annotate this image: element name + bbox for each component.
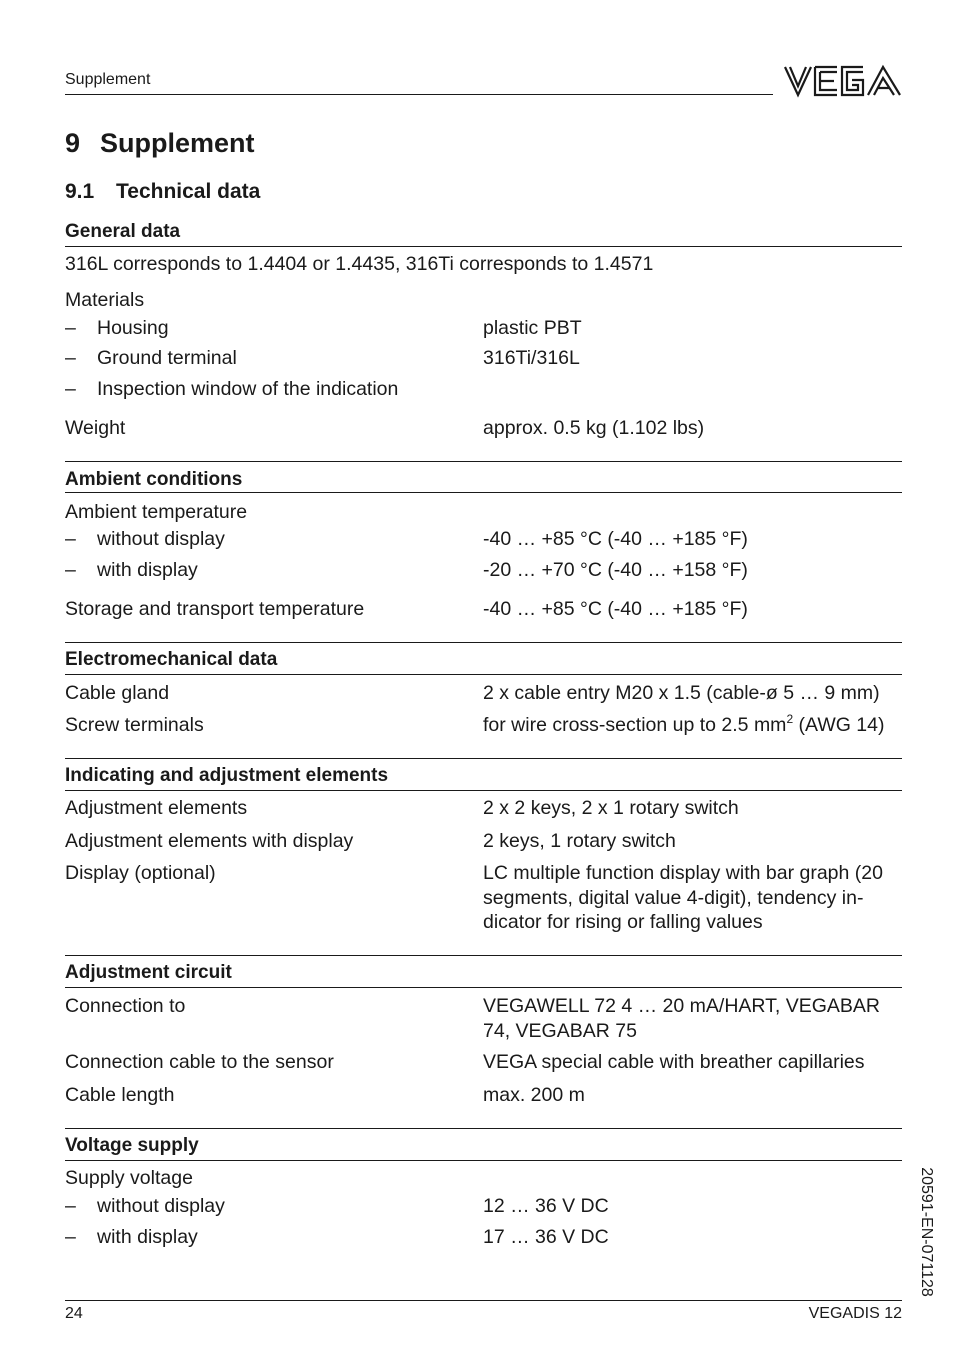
page-number: 24 — [65, 1305, 83, 1322]
voltage-with-display-value: 17 … 36 V DC — [483, 1226, 609, 1248]
weight-label: Weight — [65, 417, 126, 439]
ambient-with-display-value: -20 … +70 °C (-40 … +158 °F) — [483, 559, 748, 581]
section-rule — [65, 246, 902, 247]
ground-terminal-label: Ground terminal — [97, 347, 237, 369]
inspection-window-label: Inspection window of the indication — [97, 378, 399, 400]
general-data-title: General data — [65, 221, 181, 242]
vega-logo — [784, 64, 902, 103]
weight-value: approx. 0.5 kg (1.102 lbs) — [483, 417, 705, 439]
footer-rule — [65, 1300, 902, 1301]
screw-terminals-value-text: for wire cross-section up to 2.5 mm — [483, 714, 787, 736]
adjustment-circuit-title: Adjustment circuit — [65, 962, 232, 983]
adjustment-elements-value: 2 x 2 keys, 2 x 1 rotary switch — [483, 797, 739, 819]
superscript-2: 2 — [786, 712, 794, 726]
ambient-with-display-label: with display — [97, 559, 198, 581]
screw-terminals-value — [483, 713, 885, 738]
voltage-without-display-value: 12 … 36 V DC — [483, 1195, 609, 1217]
display-optional-label: Display (optional) — [65, 862, 216, 884]
header-rule — [65, 94, 773, 95]
section-rule — [65, 987, 902, 988]
housing-label: Housing — [97, 317, 169, 339]
section-rule — [65, 1160, 902, 1161]
cable-gland-value: 2 x cable entry M20 x 1.5 (cable-ø 5 … 9 mm) — [483, 682, 880, 704]
running-header: Supplement — [65, 71, 151, 88]
list-dash: – — [65, 347, 76, 369]
ambient-without-display-label: without display — [97, 528, 225, 550]
list-dash: – — [65, 528, 76, 550]
adjustment-with-display-value: 2 keys, 1 rotary switch — [483, 830, 676, 852]
list-dash: – — [65, 1195, 76, 1217]
indicating-title: Indicating and adjustment elements — [65, 765, 389, 786]
section-rule — [65, 461, 902, 462]
section-number: 9.1 — [65, 180, 95, 203]
list-dash: – — [65, 317, 76, 339]
voltage-supply-title: Voltage supply — [65, 1135, 199, 1156]
materials-label: Materials — [65, 289, 145, 311]
list-dash: – — [65, 1226, 76, 1248]
ambient-conditions-title: Ambient conditions — [65, 469, 243, 490]
section-heading — [65, 180, 260, 204]
ground-terminal-value: 316Ti/316L — [483, 347, 580, 369]
connection-cable-value: VEGA special cable with breather capillaries — [483, 1051, 865, 1073]
section-rule — [65, 1128, 902, 1129]
ambient-without-display-value: -40 … +85 °C (-40 … +185 °F) — [483, 528, 748, 550]
voltage-without-display-label: without display — [97, 1195, 225, 1217]
ambient-temperature-label: Ambient temperature — [65, 501, 248, 523]
screw-terminals-value-awg: (AWG 14) — [793, 714, 885, 736]
adjustment-with-display-label: Adjustment elements with display — [65, 830, 354, 852]
section-rule — [65, 790, 902, 791]
voltage-with-display-label: with display — [97, 1226, 198, 1248]
storage-temperature-label: Storage and transport temperature — [65, 598, 365, 620]
vega-logo-mark — [784, 64, 902, 98]
section-rule — [65, 674, 902, 675]
product-name: VEGADIS 12 — [808, 1305, 902, 1322]
display-optional-value: LC multiple function display with bar graph (20 segments, digital value 4-digit), tendency in-dicator for rising or falling values — [483, 862, 883, 933]
storage-temperature-value: -40 … +85 °C (-40 … +185 °F) — [483, 598, 748, 620]
screw-terminals-label: Screw terminals — [65, 714, 204, 736]
section-title: Technical data — [116, 180, 261, 203]
connection-to-label: Connection to — [65, 995, 186, 1017]
section-rule — [65, 642, 902, 643]
connection-cable-label: Connection cable to the sensor — [65, 1051, 334, 1073]
cable-length-value: max. 200 m — [483, 1084, 585, 1106]
cable-length-label: Cable length — [65, 1084, 175, 1106]
materials-note: 316L corresponds to 1.4404 or 1.4435, 316Ti corresponds to 1.4571 — [65, 253, 654, 275]
cable-gland-label: Cable gland — [65, 682, 170, 704]
chapter-number: 9 — [65, 128, 81, 158]
electromechanical-title: Electromechanical data — [65, 649, 278, 670]
section-rule — [65, 758, 902, 759]
section-rule — [65, 955, 902, 956]
connection-to-value: VEGAWELL 72 4 … 20 mA/HART, VEGABAR 74, VEGABAR 75 — [483, 995, 881, 1042]
adjustment-elements-label: Adjustment elements — [65, 797, 248, 819]
chapter-title: Supplement — [100, 128, 255, 158]
list-dash: – — [65, 559, 76, 581]
section-rule — [65, 492, 902, 493]
chapter-heading — [65, 128, 255, 159]
document-code: 20591-EN-071128 — [918, 1167, 935, 1297]
list-dash: – — [65, 378, 76, 400]
housing-value: plastic PBT — [483, 317, 582, 339]
supply-voltage-label: Supply voltage — [65, 1167, 193, 1189]
